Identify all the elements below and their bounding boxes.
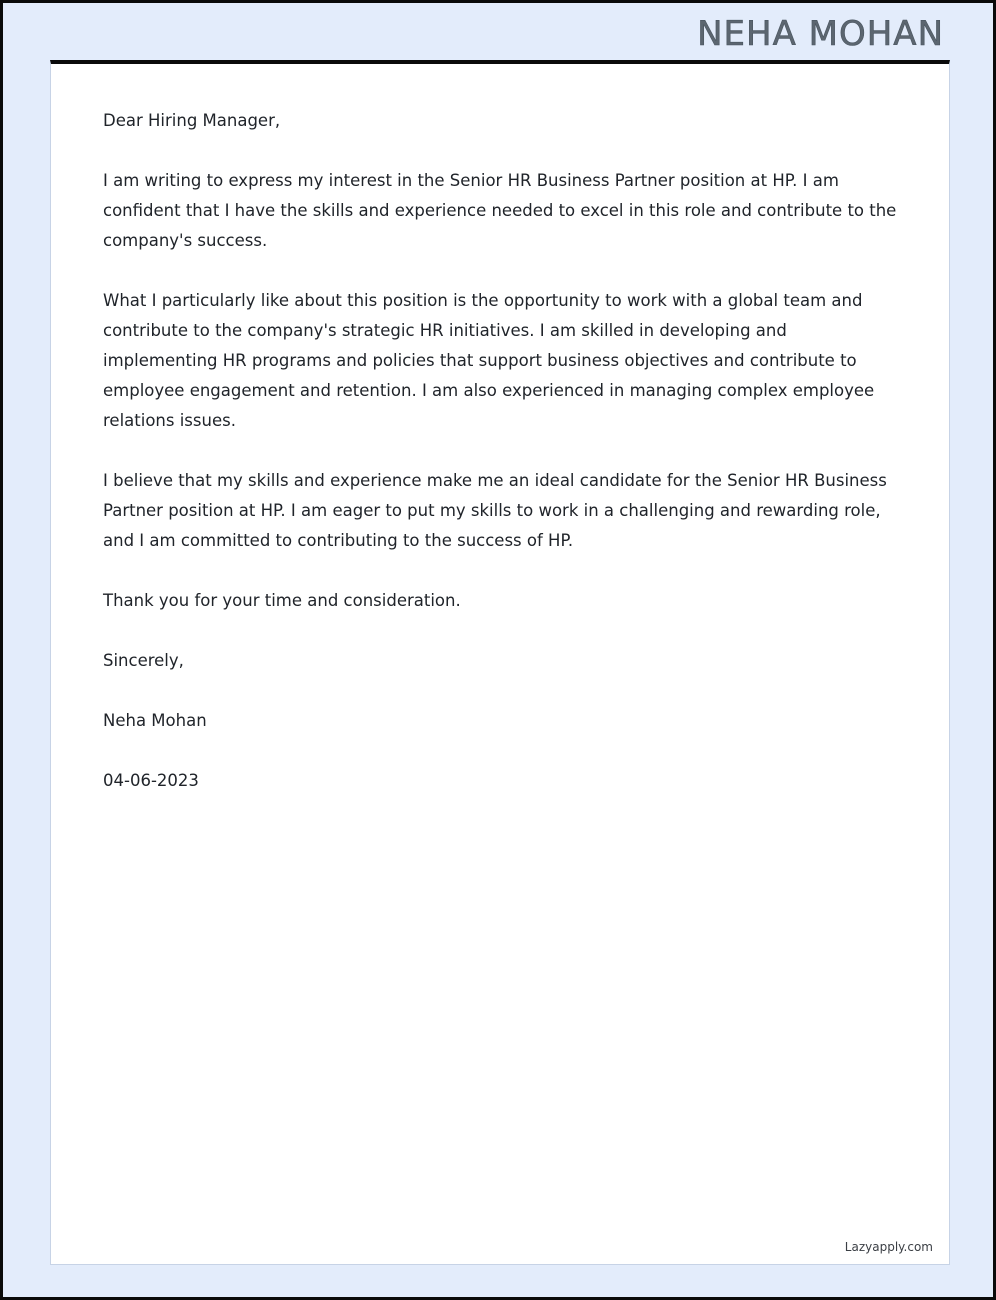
thank-you-line: Thank you for your time and consideration. bbox=[103, 591, 461, 610]
watermark-footer: Lazyapply.com bbox=[844, 1240, 933, 1254]
paragraph-2: What I particularly like about this position is the opportunity to work with a global team and contribute to the company's strategic HR initiatives. I am skilled in developing and implementing HR programs and policies that support business objectives and contribute to employee engagement and retention. I am also experienced in managing complex employee relations issues. bbox=[103, 291, 875, 430]
letter-date: 04-06-2023 bbox=[103, 771, 199, 790]
paragraph-1: I am writing to express my interest in the Senior HR Business Partner position at HP. I am confident that I have the skills and experience needed to excel in this role and contribute to the company's success. bbox=[103, 171, 897, 250]
closing-line: Sincerely, bbox=[103, 651, 184, 670]
salutation: Dear Hiring Manager, bbox=[103, 111, 281, 130]
candidate-name-title: NEHA MOHAN bbox=[697, 14, 944, 54]
cover-letter-body bbox=[103, 106, 898, 826]
signature-name: Neha Mohan bbox=[103, 711, 207, 730]
document-header bbox=[6, 6, 990, 62]
paragraph-3: I believe that my skills and experience make me an ideal candidate for the Senior HR Business Partner position at HP. I am eager to put my skills to work in a challenging and rewarding role, and I am committed to contributing to the success of HP. bbox=[103, 471, 887, 550]
letter-sheet bbox=[50, 60, 950, 1265]
